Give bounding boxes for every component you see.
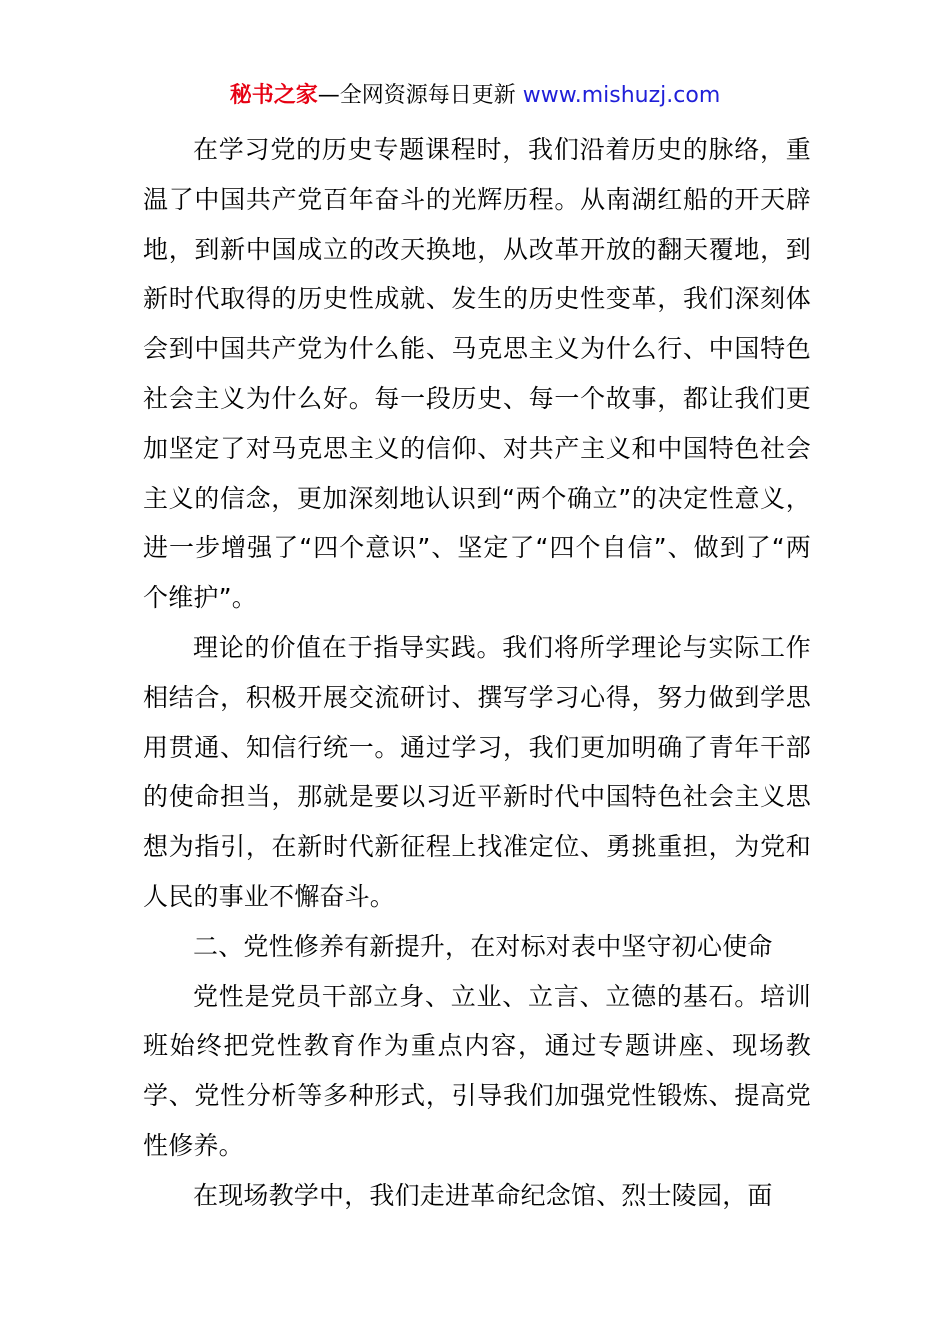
paragraph-site-teaching: 在现场教学中，我们走进革命纪念馆、烈士陵园，面: [193, 1180, 773, 1210]
document-body: [143, 125, 811, 1221]
section-heading-party-spirit: 二、党性修养有新提升，在对标对表中坚守初心使命: [193, 931, 773, 961]
site-url-link[interactable]: www.mishuzj.com: [522, 83, 721, 108]
site-tagline: —全网资源每日更新: [317, 83, 523, 108]
site-brand: 秘书之家: [229, 83, 318, 108]
paragraph-history-study: 在学习党的历史专题课程时，我们沿着历史的脉络，重温了中国共产党百年奋斗的光辉历程。从南湖红船的开天辟地，到新中国成立的改天换地，从改革开放的翻天覆地，到新时代取得的历史性成就、发生的历史性变革，我们深刻体会到中国共产党为什么能、马克思主义为什么行、中国特色社会主义为什么好。每一段历史、每一个故事，都让我们更加坚定了对马克思主义的信仰、对共产主义和中国特色社会主义的信念，更加深刻地认识到“两个确立”的决定性意义，进一步增强了“四个意识”、坚定了“四个自信”、做到了“两个维护”。: [143, 135, 811, 613]
paragraph-theory-practice: 理论的价值在于指导实践。我们将所学理论与实际工作相结合，积极开展交流研讨、撰写学习心得，努力做到学思用贯通、知信行统一。通过学习，我们更加明确了青年干部的使命担当，那就是要以习近平新时代中国特色社会主义思想为指引，在新时代新征程上找准定位、勇挑重担，为党和人民的事业不懈奋斗。: [143, 632, 811, 911]
paragraph-party-spirit: 党性是党员干部立身、立业、立言、立德的基石。培训班始终把党性教育作为重点内容，通过专题讲座、现场教学、党性分析等多种形式，引导我们加强党性锻炼、提高党性修养。: [143, 981, 811, 1160]
site-header: [0, 80, 950, 112]
